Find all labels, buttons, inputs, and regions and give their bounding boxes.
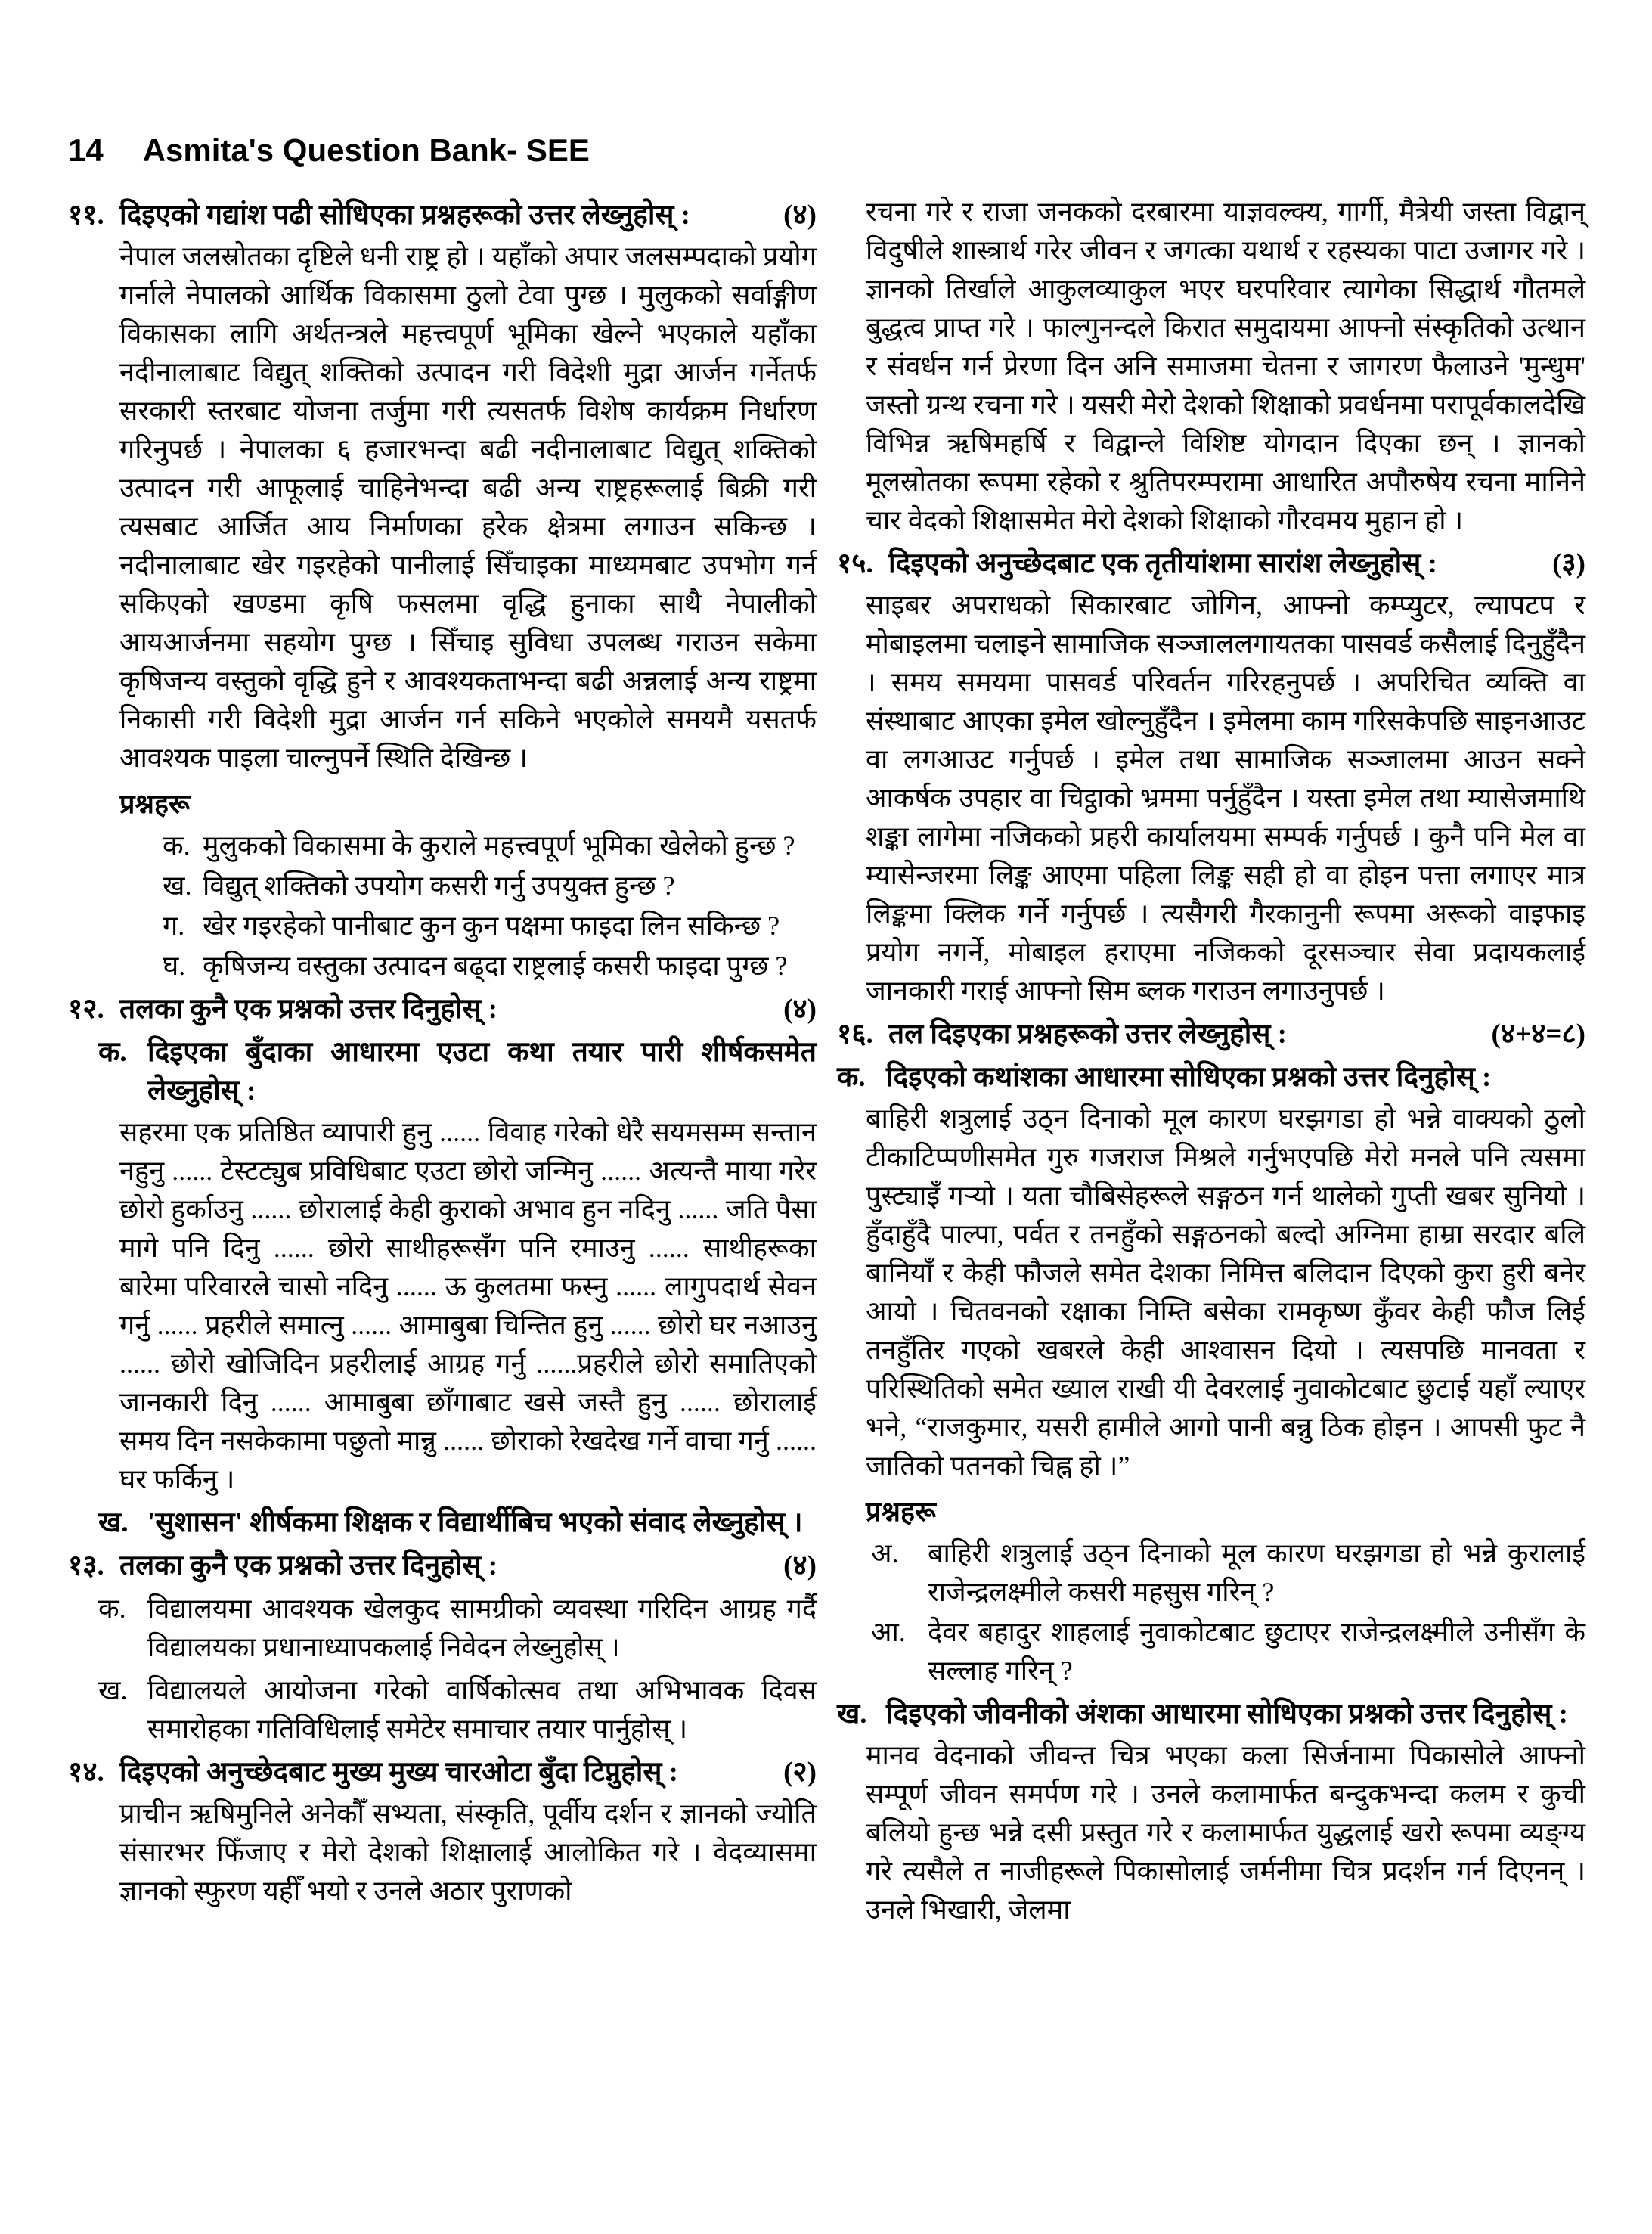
option-text: विद्यालयमा आवश्यक खेलकुद सामग्रीको व्यवस्था गरिदिन आग्रह गर्दै विद्यालयका प्रधानाध्यापकलाई निवेदन लेख्नुहोस् । (147, 1593, 817, 1662)
option-heading: दिइएका बुँदाका आधारमा एउटा कथा तयार पारी शीर्षकसमेत लेख्नुहोस् : (147, 1037, 817, 1106)
sub-question-text: खेर गइरहेको पानीबाट कुन कुन पक्षमा फाइदा लिन सकिन्छ ? (203, 911, 780, 941)
option-label: ख. (837, 1699, 867, 1730)
question-14-passage-part1: प्राचीन ऋषिमुनिले अनेकौँ सभ्यता, संस्कृति, पूर्वीय दर्शन र ज्ञानको ज्योति संसारभर फिँजाए र मेरो देशको शिक्षालाई आलोकित गरे । वेदव्यासमा ज्ञानको स्फुरण यहीँ भयो र उनले अठार पुराणको (119, 1798, 817, 1906)
questions-title: प्रश्नहरू (866, 1497, 937, 1527)
sub-question-label: अ. (871, 1538, 899, 1568)
sub-question-label: क. (163, 830, 191, 861)
questions-title: प्रश्नहरू (119, 789, 191, 819)
header-title: Asmita's Question Bank- SEE (142, 132, 590, 168)
option-text: विद्यालयले आयोजना गरेको वार्षिकोत्सव तथा अभिभावक दिवस समारोहका गतिविधिलाई समेटेर समाचार तयार पार्नुहोस् । (147, 1675, 817, 1744)
sub-question (68, 907, 817, 945)
question-13-heading-row (68, 1547, 817, 1585)
question-heading: दिइएको गद्यांश पढी सोधिएका प्रश्नहरूको उत्तर लेख्नुहोस् : (119, 200, 690, 231)
two-column-layout (68, 191, 1585, 1931)
sub-question-text: विद्युत् शक्तिको उपयोग कसरी गर्नु उपयुक्त हुन्छ ? (203, 870, 675, 901)
question-heading: तलका कुनै एक प्रश्नको उत्तर दिनुहोस् : (119, 1550, 498, 1581)
sub-question-label: आ. (871, 1617, 906, 1647)
question-15-passage: साइबर अपराधको सिकारबाट जोगिन, आफ्नो कम्प्युटर, ल्यापटप र मोबाइलमा चलाइने सामाजिक सञ्जाललगायतका पासवर्ड कसैलाई दिनुहुँदैन । समय समयमा पासवर्ड परिवर्तन गरिरहनुपर्छ । अपरिचित व्यक्ति वा संस्थाबाट आएका इमेल खोल्नुहुँदैन । इमेलमा काम गरिसकेपछि साइनआउट वा लगआउट गर्नुपर्छ । इमेल तथा सामाजिक सञ्जालमा आउन सक्ने आकर्षक उपहार वा चिट्ठाको भ्रममा पर्नुहुँदैन । यस्ता इमेल तथा म्यासेजमाथि शङ्का लागेमा नजिकको प्रहरी कार्यालयमा सम्पर्क गर्नुपर्छ । कुनै पनि मेल वा म्यासेन्जरमा लिङ्क आएमा पहिला लिङ्क सही हो वा होइन पत्ता लगाएर मात्र लिङ्कमा क्लिक गर्ने गर्नुपर्छ । त्यसैगरी गैरकानुनी रूपमा अरूको वाइफाइ प्रयोग नगर्ने, मोबाइल हराएमा नजिकको दूरसञ्चार सेवा प्रदायकलाई जानकारी गराई आफ्नो सिम ब्लक गराउन लगाउनुपर्छ । (866, 590, 1585, 1006)
option-label: ख. (98, 1507, 129, 1538)
sub-question (68, 947, 817, 985)
question-16-option-b-passage: मानव वेदनाको जीवन्त चित्र भएका कला सिर्जनामा पिकासोले आफ्नो सम्पूर्ण जीवन समर्पण गरे । उनले कलामार्फत बन्दुकभन्दा कलम र कुची बलियो हुन्छ भन्ने दसी प्रस्तुत गरे र कलामार्फत युद्धलाई खरो रूपमा व्यङ्ग्य गरे त्यसैले त नाजीहरूले पिकासोलाई जर्मनीमा चित्र प्रदर्शन गर्न दिएनन् । उनले भिखारी, जेलमा (866, 1740, 1585, 1925)
question-marks: (३) (1552, 548, 1585, 579)
option-heading: दिइएको कथांशका आधारमा सोधिएका प्रश्नको उत्तर दिनुहोस् : (886, 1062, 1492, 1093)
question-number: १३. (68, 1550, 104, 1581)
sub-question-text: देवर बहादुर शाहलाई नुवाकोटबाट छुटाएर राजेन्द्रलक्ष्मीले उनीसँग के सल्लाह गरिन् ? (928, 1617, 1585, 1686)
left-column (68, 191, 817, 1912)
question-14-heading-row (68, 1753, 817, 1792)
question-number: १२. (68, 994, 104, 1025)
question-number: १५. (837, 548, 873, 579)
question-13-option-a (68, 1590, 817, 1667)
right-column (837, 191, 1585, 1931)
question-12-option-a-heading (68, 1033, 817, 1110)
question-13-option-b (68, 1671, 817, 1748)
question-11-passage: नेपाल जलस्रोतका दृष्टिले धनी राष्ट्र हो । यहाँको अपार जलसम्पदाको प्रयोग गर्नाले नेपालको आर्थिक विकासमा ठुलो टेवा पुग्छ । मुलुकको सर्वाङ्गीण विकासका लागि अर्थतन्त्रले महत्त्वपूर्ण भूमिका खेल्ने भएकाले यहाँका नदीनालाबाट विद्युत् शक्तिको उत्पादन गरी विदेशी मुद्रा आर्जन गर्नेतर्फ सरकारी स्तरबाट योजना तर्जुमा गरी त्यसतर्फ विशेष कार्यक्रम निर्धारण गरिनुपर्छ । नेपालका ६ हजारभन्दा बढी नदीनालाबाट विद्युत् शक्तिको उत्पादन गरी आफूलाई चाहिनेभन्दा बढी अन्य राष्ट्रहरूलाई बिक्री गरी त्यसबाट आर्जित आय निर्माणका हरेक क्षेत्रमा लगाउन सकिन्छ । नदीनालाबाट खेर गइरहेको पानीलाई सिँचाइका माध्यमबाट उपभोग गर्न सकिएको खण्डमा कृषि फसलमा वृद्धि हुनाका साथै नेपालीको आयआर्जनमा सहयोग पुग्छ । सिँचाइ सुविधा उपलब्ध गराउन सकेमा कृषिजन्य वस्तुको वृद्धि हुने र आवश्यकताभन्दा बढी अन्नलाई अन्य राष्ट्रमा निकासी गरी विदेशी मुद्रा आर्जन गर्न सकिने भएकोले समयमै यसतर्फ आवश्यक पाइला चाल्नुपर्ने स्थिति देखिन्छ । (119, 241, 817, 773)
question-heading: दिइएको अनुच्छेदबाट मुख्य मुख्य चारओटा बुँदा टिप्नुहोस् : (119, 1757, 678, 1788)
sub-question (68, 827, 817, 865)
sub-question-text: बाहिरी शत्रुलाई उठ्न दिनाको मूल कारण घरझगडा हो भन्ने कुरालाई राजेन्द्रलक्ष्मीले कसरी महसुस गरिन् ? (928, 1538, 1585, 1607)
question-16-option-b-heading (837, 1695, 1585, 1733)
sub-question-label: ख. (163, 870, 192, 901)
question-12-option-a-passage: सहरमा एक प्रतिष्ठित व्यापारी हुनु ...... विवाह गरेको धेरै सयमसम्म सन्तान नहुनु ...... टेस्टट्युब प्रविधिबाट एउटा छोरो जन्मिनु ...... अत्यन्तै माया गरेर छोरो हुर्काउनु ...... छोरालाई केही कुराको अभाव हुन नदिनु ...... जति पैसा मागे पनि दिनु ...... छोरो साथीहरूसँग पनि रमाउनु ...... साथीहरूका बारेमा परिवारले चासो नदिनु ...... ऊ कुलतमा फस्नु ...... लागुपदार्थ सेवन गर्नु ...... प्रहरीले समात्नु ...... आमाबुबा चिन्तित हुनु ...... छोरो घर नआउनु ...... छोरो खोजिदिन प्रहरीलाई आग्रह गर्नु ......प्रहरीले छोरो समातिएको जानकारी दिनु ...... आमाबुबा छाँगाबाट खसे जस्तै हुनु ...... छोरालाई समय दिन नसकेकामा पछुतो मान्नु ...... छोराको रेखदेख गर्ने वाचा गर्नु ...... घर फर्किनु । (119, 1117, 817, 1494)
question-marks: (४) (783, 1550, 817, 1581)
question-12-option-b (68, 1503, 817, 1542)
sub-question-text: मुलुकको विकासमा के कुराले महत्त्वपूर्ण भूमिका खेलेको हुन्छ ? (203, 830, 795, 861)
question-16-option-a-passage: बाहिरी शत्रुलाई उठ्न दिनाको मूल कारण घरझगडा हो भन्ने वाक्यको ठुलो टीकाटिप्पणीसमेत गुरु गजराज मिश्रले गर्नुभएपछि मेरो मनले पनि त्यसमा पुस्ट्याइँ गऱ्यो । यता चौबिसेहरूले सङ्गठन गर्न थालेको गुप्ती खबर सुनियो । हुँदाहुँदै पाल्पा, पर्वत र तनहुँको सङ्गठनको बल्दो अग्निमा हाम्रा सरदार बलि बानियाँ र केही फौजले समेत देशका निमित्त बलिदान दिएको कुरा हुरी बनेर आयो । चितवनको रक्षाका निम्ति बसेका रामकृष्ण कुँवर केही फौज लिई तनहुँतिर गएको खबरले केही आश्वासन दियो । त्यसपछि मानवता र परिस्थितिको समेत ख्याल राखी यी देवरलाई नुवाकोटबाट छुटाई यहाँ ल्याएर भने, “राजकुमार, यसरी हामीले आगो पानी बन्नु ठिक होइन । आपसी फुट नै जातिको पतनको चिह्न हो ।” (866, 1103, 1585, 1481)
question-12-heading-row (68, 990, 817, 1029)
sub-question (68, 867, 817, 905)
question-11-heading-row (68, 196, 817, 234)
option-label: ख. (98, 1675, 128, 1705)
question-16-option-a-heading (837, 1058, 1585, 1097)
question-number: १६. (837, 1019, 873, 1050)
question-16-heading-row (837, 1015, 1585, 1053)
sub-question (837, 1613, 1585, 1690)
question-heading: तल दिइएका प्रश्नहरूको उत्तर लेख्नुहोस् : (888, 1019, 1287, 1050)
sub-question-label: ग. (163, 911, 185, 941)
question-heading: तलका कुनै एक प्रश्नको उत्तर दिनुहोस् : (119, 994, 498, 1025)
question-14-passage-part2: रचना गरे र राजा जनकको दरबारमा याज्ञवल्क्य, गार्गी, मैत्रेयी जस्ता विद्वान् विदुषीले शास्त्रार्थ गरेर जीवन र जगत्का यथार्थ र रहस्यका पाटा उजागर गरे । ज्ञानको तिर्खाले आकुलव्याकुल भएर घरपरिवार त्यागेका सिद्धार्थ गौतमले बुद्धत्व प्राप्त गरे । फाल्गुनन्दले किरात समुदायमा आफ्नो संस्कृतिको उत्थान र संवर्धन गर्न प्रेरणा दिन अनि समाजमा चेतना र जागरण फैलाउने 'मुन्धुम' जस्तो ग्रन्थ रचना गरे । यसरी मेरो देशको शिक्षाको प्रवर्धनमा परापूर्वकालदेखि विभिन्न ऋषिमहर्षि र विद्वान्ले विशिष्ट योगदान दिएका छन् । ज्ञानको मूलस्रोतका रूपमा रहेको र श्रुतिपरम्परामा आधारित अपौरुषेय रचना मानिने चार वेदको शिक्षासमेत मेरो देशको शिक्षाको गौरवमय मुहान हो । (866, 197, 1585, 535)
question-marks: (२) (783, 1757, 817, 1788)
question-number: १४. (68, 1757, 104, 1788)
option-heading: दिइएको जीवनीको अंशका आधारमा सोधिएका प्रश्नको उत्तर दिनुहोस् : (886, 1699, 1568, 1730)
option-label: क. (98, 1037, 127, 1068)
question-15-heading-row (837, 545, 1585, 583)
option-label: क. (837, 1062, 866, 1093)
question-marks: (४) (783, 994, 817, 1025)
question-number: ११. (68, 200, 104, 231)
option-label: क. (98, 1593, 126, 1624)
page-number: 14 (68, 132, 104, 168)
sub-question-label: घ. (163, 951, 186, 981)
page-header (68, 132, 1585, 169)
sub-question-text: कृषिजन्य वस्तुका उत्पादन बढ्दा राष्ट्रलाई कसरी फाइदा पुग्छ ? (203, 951, 788, 981)
option-text: 'सुशासन' शीर्षकमा शिक्षक र विद्यार्थीबिच भएको संवाद लेख्नुहोस् । (147, 1507, 803, 1538)
question-marks: (४+४=८) (1491, 1019, 1585, 1050)
sub-question (837, 1534, 1585, 1612)
question-heading: दिइएको अनुच्छेदबाट एक तृतीयांशमा सारांश लेख्नुहोस् : (888, 548, 1437, 579)
question-marks: (४) (783, 200, 817, 231)
